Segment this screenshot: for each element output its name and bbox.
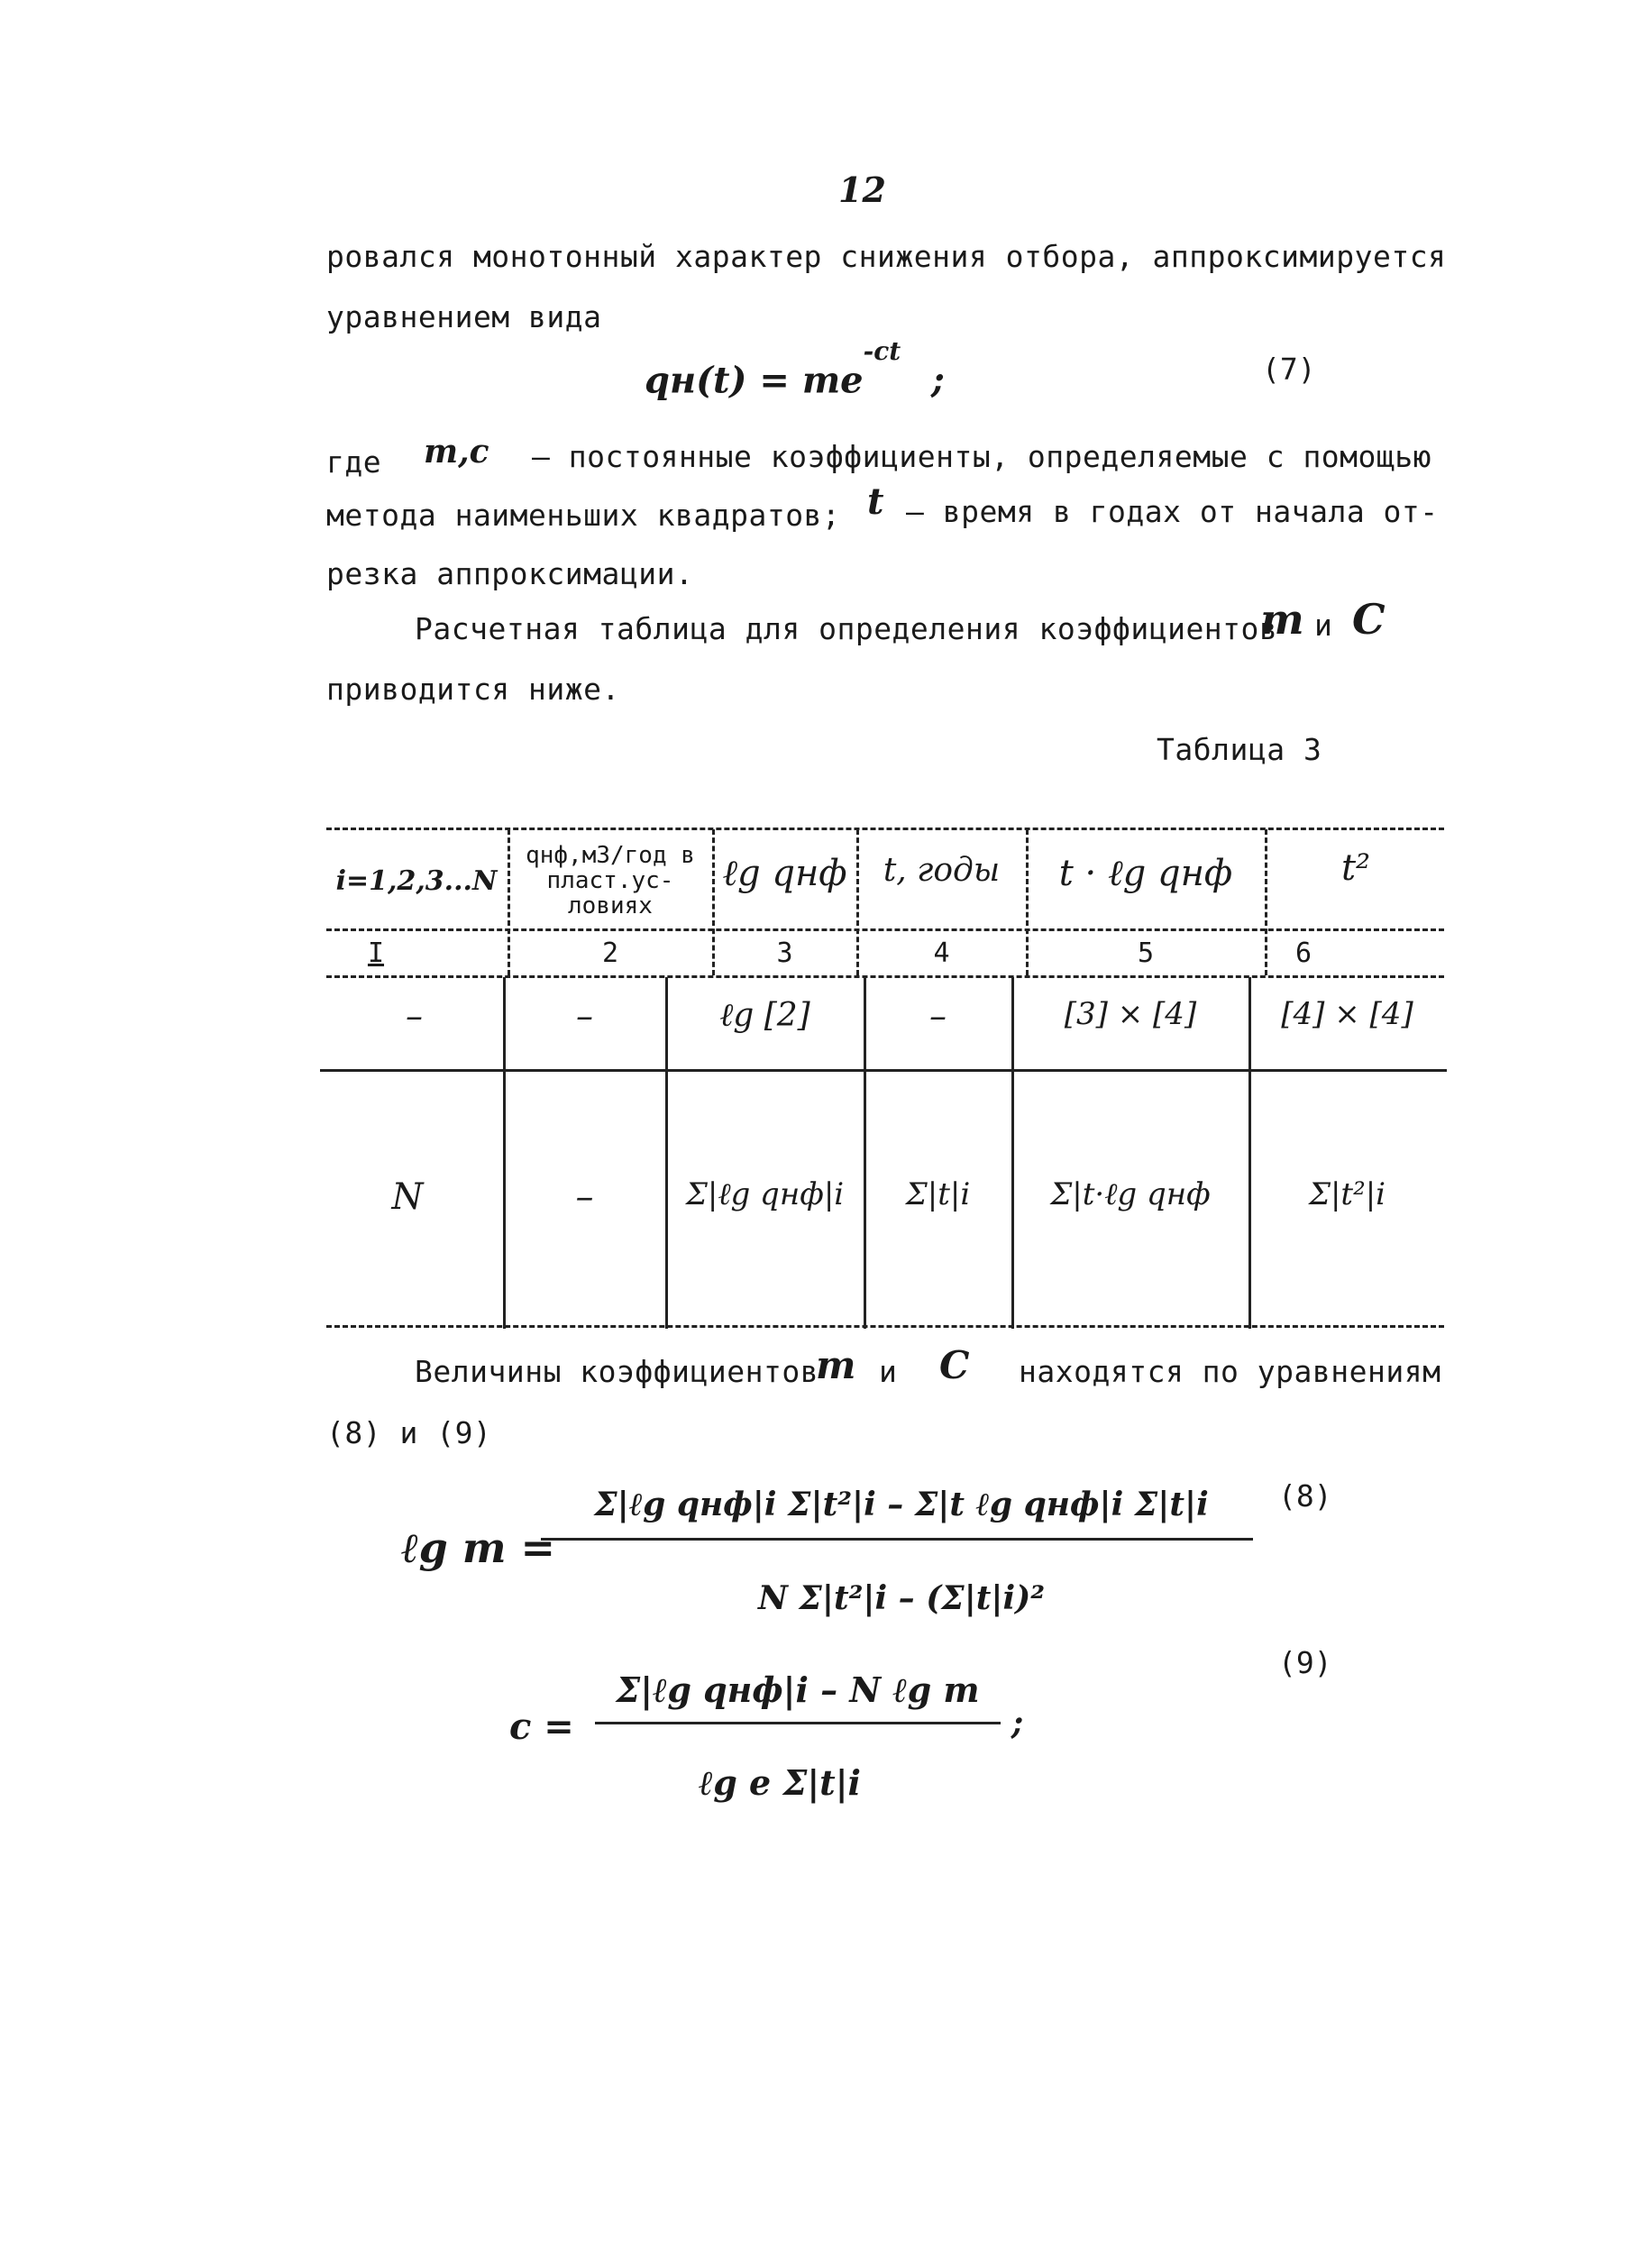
- table-header-i: i=1,2,3...N: [335, 865, 498, 897]
- table-colnum-3: 3: [776, 937, 793, 969]
- equation-9-semicolon: ;: [1011, 1704, 1024, 1742]
- equation-7-exponent: -ct: [863, 336, 901, 366]
- table-colnum-2: 2: [601, 937, 619, 969]
- equation-9-fraction-bar: [595, 1722, 1001, 1724]
- para3-i: и: [1314, 608, 1333, 643]
- table-mid-rule: [320, 1069, 1447, 1072]
- para4-c: C: [939, 1343, 970, 1387]
- para3-c: C: [1352, 595, 1386, 644]
- equation-8-fraction-bar: [541, 1538, 1253, 1541]
- equation-7-formula: qн(t) = me: [645, 359, 864, 402]
- table-number-rule: [326, 975, 1444, 978]
- para4-i: и: [879, 1354, 898, 1389]
- table-formula-1: –: [406, 996, 423, 1036]
- para2-line2: метода наименьших квадратов;: [326, 498, 841, 533]
- para2-line3: резка аппроксимации.: [326, 556, 694, 591]
- table-header-q: qнф,мЗ/год в пласт.ус-ловиях: [526, 842, 695, 919]
- para4-m: m: [816, 1343, 856, 1387]
- para1-line2: уравнением вида: [326, 299, 602, 334]
- equation-8-number: (8): [1278, 1478, 1332, 1514]
- para3-line2: приводится ниже.: [326, 672, 620, 707]
- table-n-1: N: [391, 1176, 424, 1218]
- table-n-5: Σ|t·ℓg qнф: [1050, 1176, 1211, 1212]
- para2-gde: где: [326, 444, 382, 480]
- table-n-4: Σ|t|i: [905, 1176, 971, 1212]
- para3-m: m: [1260, 595, 1304, 644]
- equation-8-denominator: N Σ|t²|i – (Σ|t|i)²: [757, 1579, 1045, 1617]
- table-bottom-rule: [326, 1325, 1444, 1328]
- table-n-2: –: [575, 1176, 594, 1218]
- table-formula-3: ℓg [2]: [719, 997, 810, 1034]
- table-colnum-6: 6: [1294, 937, 1312, 969]
- table-colnum-4: 4: [933, 937, 950, 969]
- table-header-t: t, годы: [883, 852, 1001, 889]
- table-header-t2: t²: [1340, 847, 1371, 889]
- table-colnum-1: I: [367, 937, 385, 969]
- equation-8-numerator: Σ|ℓg qнф|i Σ|t²|i – Σ|t ℓg qнф|i Σ|t|i: [594, 1486, 1209, 1523]
- table-n-3: Σ|ℓg qнф|i: [685, 1176, 845, 1212]
- page-number: 12: [838, 169, 886, 210]
- equation-7: [645, 336, 945, 402]
- para4-line1a: Величины коэффициентов: [415, 1354, 819, 1389]
- table-header-tlgq: t · ℓg qнф: [1058, 853, 1233, 894]
- table-caption: Таблица 3: [1157, 732, 1322, 767]
- table-formula-4: –: [929, 996, 947, 1036]
- equation-9-number: (9): [1278, 1645, 1332, 1680]
- table-colnum-5: 5: [1137, 937, 1155, 969]
- table-formula-6: [4] × [4]: [1281, 996, 1413, 1032]
- table-formula-2: –: [576, 996, 593, 1036]
- para4-line2: (8) и (9): [326, 1415, 492, 1450]
- para2-line2b: – время в годах от начала от-: [906, 494, 1439, 529]
- para2-t: t: [867, 480, 884, 523]
- para2-text1: – постоянные коэффициенты, определяемые с помощью: [532, 439, 1432, 474]
- equation-7-semicolon: ;: [931, 359, 945, 402]
- equation-9-numerator: Σ|ℓg qнф|i – N ℓg m: [616, 1669, 980, 1710]
- para1-line1: ровался монотонный характер снижения отбора, аппроксимируется: [326, 239, 1447, 274]
- para3-line1: Расчетная таблица для определения коэффициентов: [415, 611, 1278, 646]
- para4-line1b: находятся по уравнениям: [1019, 1354, 1441, 1389]
- equation-7-number: (7): [1262, 352, 1316, 387]
- table-formula-5: [3] × [4]: [1064, 996, 1197, 1032]
- para2-mc: m,c: [424, 433, 489, 471]
- equation-9-denominator: ℓg e Σ|t|i: [699, 1762, 861, 1803]
- table-header-lgq: ℓg qнф: [722, 853, 847, 894]
- table-header-rule: [326, 928, 1444, 931]
- table-top-rule: [326, 828, 1444, 830]
- equation-8-lhs: ℓg m =: [401, 1523, 556, 1572]
- table-n-6: Σ|t²|i: [1308, 1176, 1386, 1212]
- equation-9-lhs: c =: [509, 1706, 574, 1748]
